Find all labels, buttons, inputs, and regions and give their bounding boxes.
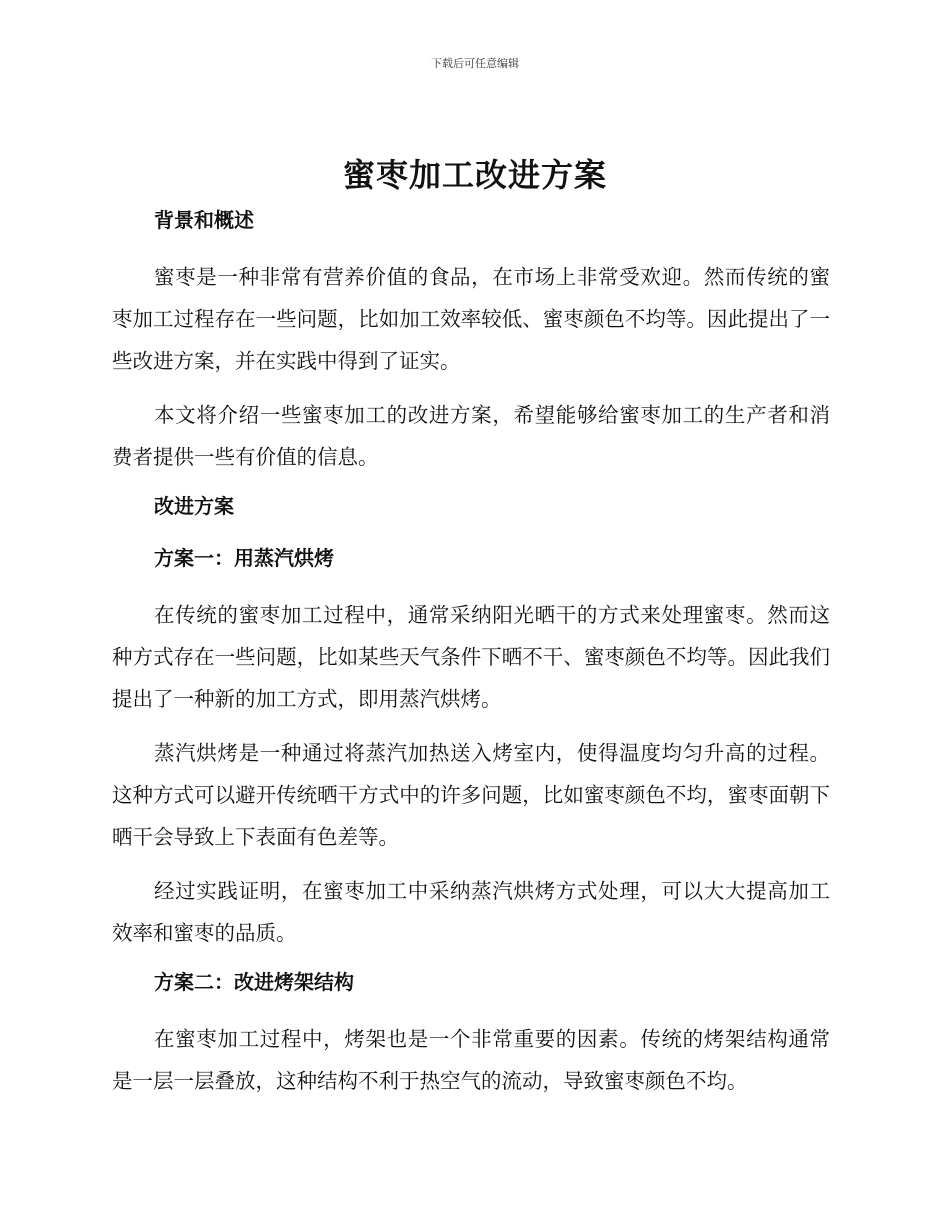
- paragraph-background-1: 蜜枣是一种非常有营养价值的食品，在市场上非常受欢迎。然而传统的蜜枣加工过程存在一些问题，比如加工效率较低、蜜枣颜色不均等。因此提出了一些改进方案，并在实践中得到了证实。: [112, 265, 830, 373]
- paragraph-plan-1-1: 在传统的蜜枣加工过程中，通常采纳阳光晒干的方式来处理蜜枣。然而这种方式存在一些问题，比如某些天气条件下晒不干、蜜枣颜色不均等。因此我们提出了一种新的加工方式，即用蒸汽烘烤。: [112, 603, 830, 711]
- document-title: 蜜枣加工改进方案: [342, 156, 607, 194]
- paragraph-plan-2-1: 在蜜枣加工过程中，烤架也是一个非常重要的因素。传统的烤架结构通常是一层一层叠放，这种结构不利于热空气的流动，导致蜜枣颜色不均。: [112, 1027, 830, 1093]
- heading-plan-2: 方案二：改进烤架结构: [154, 970, 354, 994]
- header-note: 下载后可任意编辑: [431, 57, 519, 70]
- heading-improvement: 改进方案: [154, 494, 234, 518]
- paragraph-plan-1-2: 蒸汽烘烤是一种通过将蒸汽加热送入烤室内，使得温度均匀升高的过程。这种方式可以避开传统晒干方式中的许多问题，比如蜜枣颜色不均，蜜枣面朝下晒干会导致上下表面有色差等。: [112, 741, 830, 849]
- document-body: [112, 204, 830, 1102]
- heading-background: 背景和概述: [154, 208, 254, 232]
- paragraph-background-2: 本文将介绍一些蜜枣加工的改进方案，希望能够给蜜枣加工的生产者和消费者提供一些有价值的信息。: [112, 403, 830, 469]
- heading-plan-1: 方案一：用蒸汽烘烤: [154, 546, 334, 570]
- paragraph-plan-1-3: 经过实践证明，在蜜枣加工中采纳蒸汽烘烤方式处理，可以大大提高加工效率和蜜枣的品质。: [112, 879, 830, 945]
